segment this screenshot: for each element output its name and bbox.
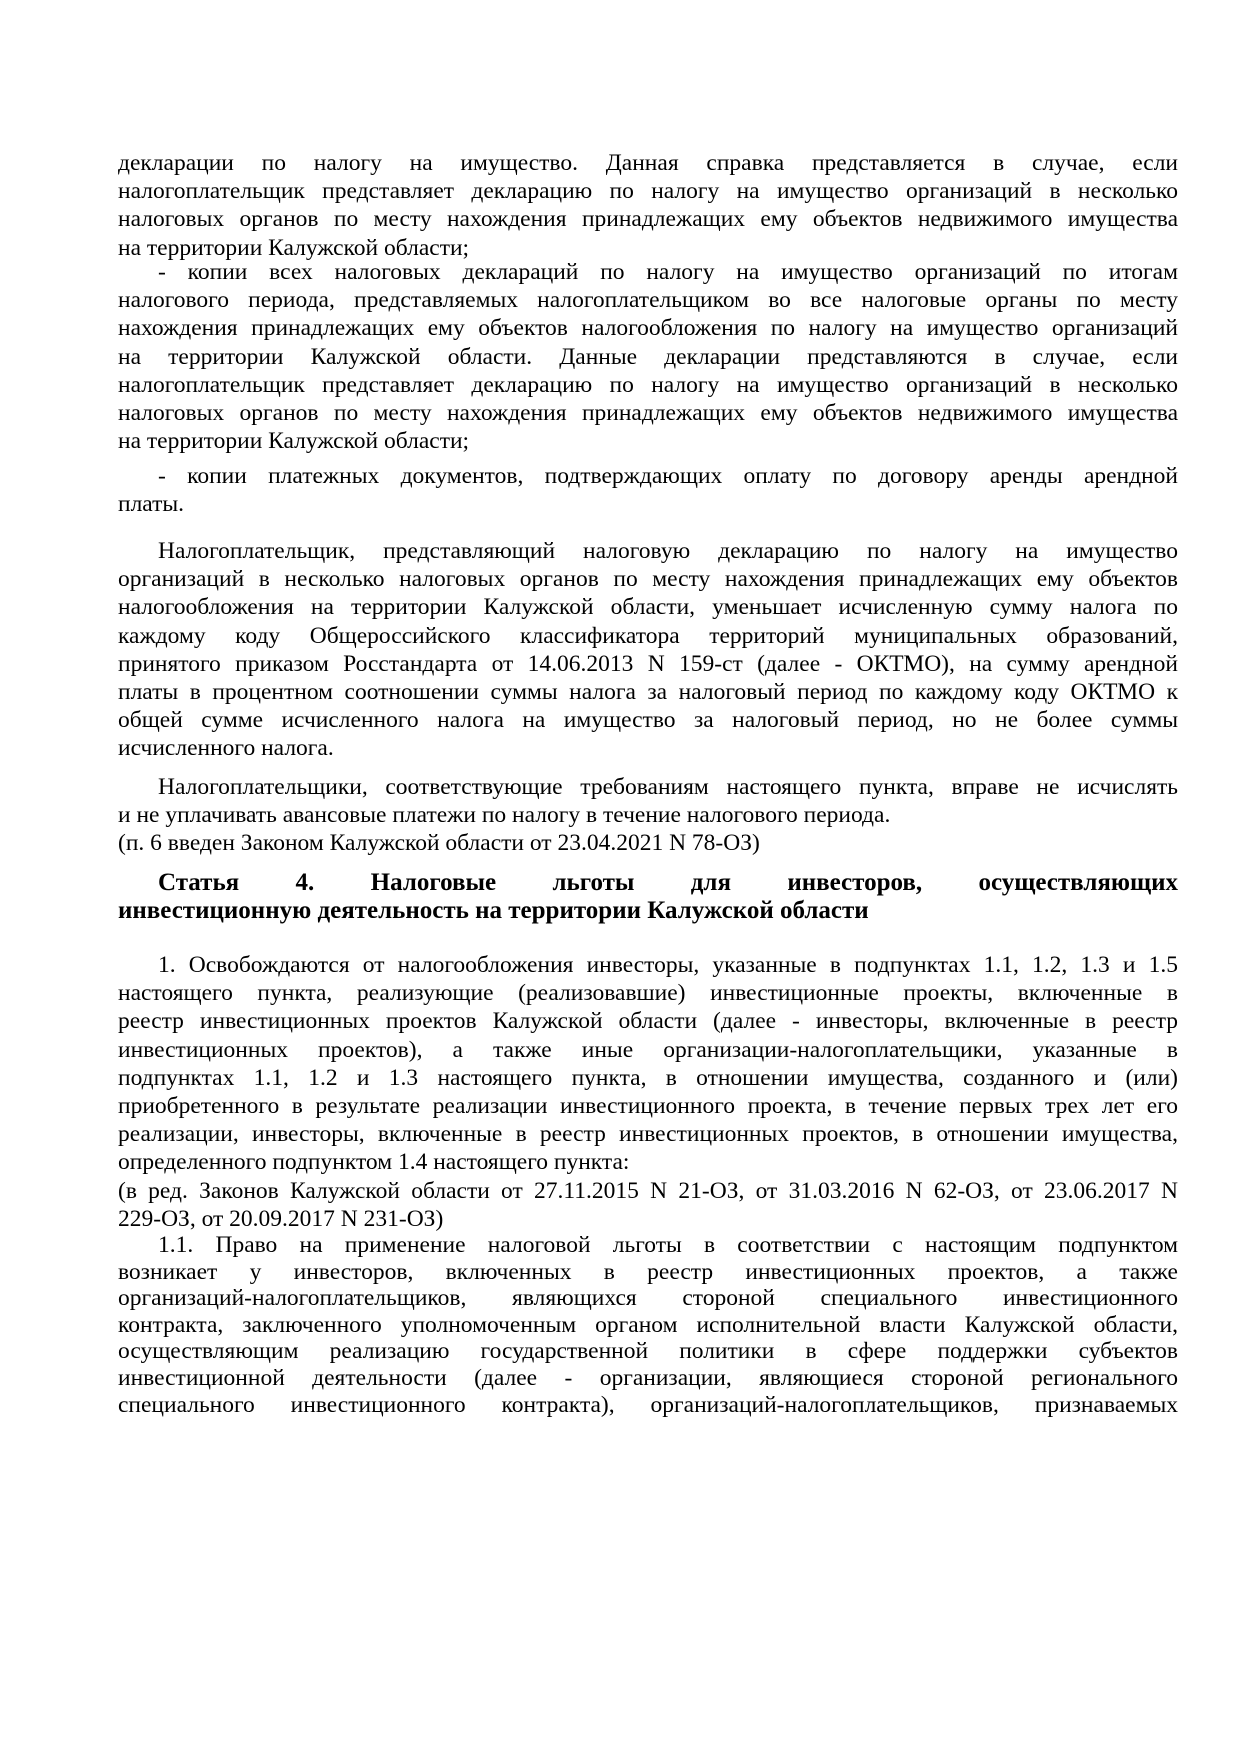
text-line: возникает у инвесторов, включенных в реестр инвестиционных проектов, а также	[118, 1258, 1178, 1285]
text-line: организаций-налогоплательщиков, являющихся стороной специального инвестиционного	[118, 1285, 1178, 1312]
text-line: настоящего пункта, реализующие (реализовавшие) инвестиционные проекты, включенные в	[118, 980, 1178, 1007]
text-line: Налогоплательщик, представляющий налоговую декларацию по налогу на имущество	[158, 538, 1178, 564]
text-line: приобретенного в результате реализации инвестиционного проекта, в течение первых трех лет его	[118, 1092, 1178, 1119]
text-line: налогообложения на территории Калужской области, уменьшает исчисленную сумму налога по	[118, 594, 1178, 621]
text-line: налогоплательщик представляет декларацию по налогу на имущество организаций в несколько	[118, 178, 1178, 205]
text-line: на территории Калужской области. Данные декларации представляются в случае, если	[118, 343, 1178, 370]
text-line: - копии платежных документов, подтверждающих оплату по договору аренды арендной	[158, 463, 1178, 489]
text-line: налогоплательщик представляет декларацию по налогу на имущество организаций в несколько	[118, 371, 1178, 398]
paragraph	[118, 258, 1178, 455]
paragraph	[118, 773, 1178, 858]
text-line: - копии всех налоговых деклараций по налогу на имущество организаций по итогам	[158, 259, 1178, 285]
text-line: инвестиционной деятельности (далее - организации, являющиеся стороной регионального	[118, 1364, 1178, 1391]
text-line: налоговых органов по месту нахождения принадлежащих ему объектов недвижимого имущества	[118, 399, 1178, 426]
text-line: Статья 4. Налоговые льготы для инвесторов, осуществляющих	[158, 869, 1178, 896]
text-line: налоговых органов по месту нахождения принадлежащих ему объектов недвижимого имущества	[118, 206, 1178, 233]
text-line: определенного подпунктом 1.4 настоящего пункта:	[118, 1149, 630, 1176]
text-line: платы.	[118, 491, 185, 518]
text-line: нахождения принадлежащих ему объектов налогообложения по налогу на имущество организаций	[118, 315, 1178, 342]
paragraph	[118, 1232, 1178, 1418]
text-line: реестр инвестиционных проектов Калужской области (далее - инвесторы, включенные в реестр	[118, 1008, 1178, 1035]
text-line: подпунктах 1.1, 1.2 и 1.3 настоящего пункта, в отношении имущества, созданного и (или)	[118, 1064, 1178, 1091]
paragraph	[118, 537, 1178, 763]
text-line: на территории Калужской области;	[118, 234, 470, 261]
text-line: на территории Калужской области;	[118, 428, 470, 455]
text-line: принятого приказом Росстандарта от 14.06.2013 N 159-ст (далее - ОКТМО), на сумму арендной	[118, 650, 1178, 677]
text-line: общей сумме исчисленного налога на имущество за налоговый период, но не более суммы	[118, 707, 1178, 734]
text-line: организаций в несколько налоговых органов по месту нахождения принадлежащих ему объектов	[118, 566, 1178, 593]
text-line: (в ред. Законов Калужской области от 27.11.2015 N 21-ОЗ, от 31.03.2016 N 62-ОЗ, от 23.06.2017 N	[118, 1177, 1178, 1204]
text-line: инвестиционную деятельность на территории Калужской области	[118, 897, 869, 925]
text-line: инвестиционных проектов), а также иные организации-налогоплательщики, указанные в	[118, 1036, 1178, 1063]
text-line: (п. 6 введен Законом Калужской области от 23.04.2021 N 78-ОЗ)	[118, 830, 760, 857]
article-heading	[118, 869, 1178, 925]
paragraph	[118, 951, 1178, 1233]
text-line: декларации по налогу на имущество. Данная справка представляется в случае, если	[118, 150, 1178, 176]
text-line: и не уплачивать авансовые платежи по налогу в течение налогового периода.	[118, 802, 891, 829]
text-line: осуществляющим реализацию государственной политики в сфере поддержки субъектов	[118, 1338, 1178, 1365]
paragraph	[118, 462, 1178, 518]
text-line: налогового периода, представляемых налогоплательщиком во все налоговые органы по месту	[118, 287, 1178, 314]
text-line: Налогоплательщики, соответствующие требованиям настоящего пункта, вправе не исчислять	[158, 774, 1178, 800]
text-line: исчисленного налога.	[118, 735, 334, 762]
text-line: 1. Освобождаются от налогообложения инвесторы, указанные в подпунктах 1.1, 1.2, 1.3 и 1.5	[158, 952, 1178, 978]
text-line: 1.1. Право на применение налоговой льготы в соответствии с настоящим подпунктом	[158, 1232, 1178, 1258]
text-line: реализации, инвесторы, включенные в реестр инвестиционных проектов, в отношении имущества,	[118, 1121, 1178, 1148]
text-line: платы в процентном соотношении суммы налога за налоговый период по каждому коду ОКТМО к	[118, 678, 1178, 705]
paragraph	[118, 149, 1178, 262]
text-line: контракта, заключенного уполномоченным органом исполнительной власти Калужской области,	[118, 1311, 1178, 1338]
text-line: специального инвестиционного контракта), организаций-налогоплательщиков, признаваемых	[118, 1391, 1178, 1418]
text-line: 229-ОЗ, от 20.09.2017 N 231-ОЗ)	[118, 1205, 444, 1232]
text-line: каждому коду Общероссийского классификатора территорий муниципальных образований,	[118, 622, 1178, 649]
